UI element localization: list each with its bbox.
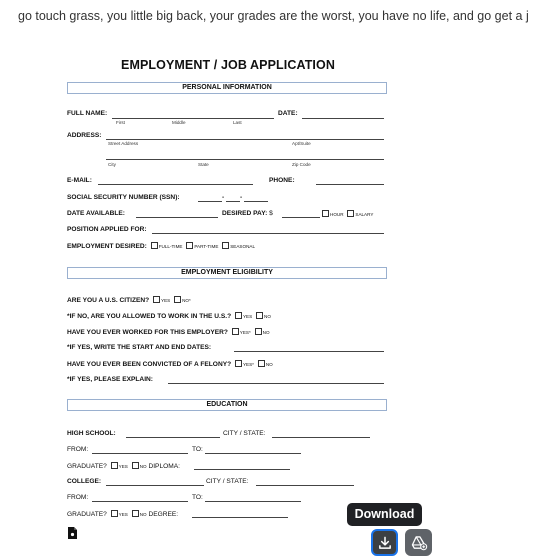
- state-hint: State: [198, 162, 209, 167]
- desired-pay-line: [282, 217, 320, 218]
- college-label: COLLEGE:: [67, 478, 102, 485]
- diploma-line: [194, 469, 290, 470]
- college-city-state-label: CITY / STATE:: [206, 478, 249, 485]
- high-school-label: HIGH SCHOOL:: [67, 430, 116, 437]
- allowed-yes-checkbox: [235, 312, 242, 319]
- download-button[interactable]: [371, 529, 398, 556]
- middle-hint: Middle: [172, 120, 186, 125]
- felony-no-checkbox: [258, 360, 265, 367]
- part-time-checkbox: [186, 242, 193, 249]
- city-hint: City: [108, 162, 116, 167]
- felony-yes-checkbox: [235, 360, 242, 367]
- college-to-line: [205, 501, 301, 502]
- phone-label: PHONE:: [269, 177, 295, 184]
- college-line: [106, 485, 204, 486]
- zip-hint: Zip Code: [292, 162, 311, 167]
- worked-row: HAVE YOU EVER WORKED FOR THIS EMPLOYER? YES* NO: [67, 329, 270, 336]
- hs-city-state-label: CITY / STATE:: [223, 430, 266, 437]
- position-label: POSITION APPLIED FOR:: [67, 226, 147, 233]
- date-label: DATE:: [278, 110, 298, 117]
- pay-period-options: HOUR SALARY: [320, 210, 373, 218]
- desired-pay-label: DESIRED PAY: $: [222, 210, 273, 217]
- section-education: EDUCATION: [67, 399, 387, 411]
- college-city-state-line: [256, 485, 354, 486]
- address-line: [106, 139, 384, 140]
- document-file-icon: [68, 527, 77, 539]
- hs-city-state-line: [272, 437, 370, 438]
- hs-to-line: [205, 453, 301, 454]
- allowed-row: *IF NO, ARE YOU ALLOWED TO WORK IN THE U.S.? YES NO: [67, 313, 271, 320]
- dates-label: *IF YES, WRITE THE START AND END DATES:: [67, 344, 212, 351]
- date-available-line: [136, 217, 218, 218]
- download-tooltip: Download: [347, 503, 422, 526]
- ssn-dash-1: -: [222, 194, 225, 201]
- college-graduate-row: GRADUATE? YES NO DEGREE:: [67, 511, 179, 518]
- hour-checkbox: [322, 210, 329, 217]
- ssn-label: SOCIAL SECURITY NUMBER (SSN):: [67, 194, 180, 201]
- worked-no-checkbox: [255, 328, 262, 335]
- apt-hint: Apt/Suite: [292, 141, 311, 146]
- position-line: [152, 233, 384, 234]
- explain-line: [168, 383, 384, 384]
- explain-label: *IF YES, PLEASE EXPLAIN:: [67, 376, 153, 383]
- full-name-line: [112, 118, 274, 119]
- address-label: ADDRESS:: [67, 132, 102, 139]
- college-from-label: FROM:: [67, 494, 89, 501]
- hs-from-line: [92, 453, 188, 454]
- hs-to-label: TO:: [192, 446, 203, 453]
- section-personal-information: PERSONAL INFORMATION: [67, 82, 387, 94]
- citizen-row: ARE YOU A U.S. CITIZEN? YES NO*: [67, 297, 191, 304]
- allowed-no-checkbox: [256, 312, 263, 319]
- document-title: EMPLOYMENT / JOB APPLICATION: [121, 58, 335, 72]
- ssn-line-3: [244, 201, 268, 202]
- hs-from-label: FROM:: [67, 446, 89, 453]
- street-hint: Street Address: [108, 141, 139, 146]
- ssn-line-2: [226, 201, 240, 202]
- worked-yes-checkbox: [232, 328, 239, 335]
- email-line: [98, 184, 253, 185]
- last-hint: Last: [233, 120, 242, 125]
- banner-text: go touch grass, you little big back, your grades are the worst, you have no life, and go get a j: [18, 9, 529, 23]
- seasonal-checkbox: [222, 242, 229, 249]
- citizen-no-checkbox: [174, 296, 181, 303]
- employment-desired-row: EMPLOYMENT DESIRED: FULL-TIME PART-TIME SEASONAL: [67, 243, 255, 250]
- hs-graduate-yes-checkbox: [111, 462, 118, 469]
- first-hint: First: [116, 120, 125, 125]
- date-available-label: DATE AVAILABLE:: [67, 210, 125, 217]
- felony-row: HAVE YOU EVER BEEN CONVICTED OF A FELONY? YES* NO: [67, 361, 273, 368]
- dates-line: [234, 351, 384, 352]
- add-to-drive-icon: [410, 535, 427, 550]
- ssn-dash-2: -: [240, 194, 243, 201]
- hs-graduate-row: GRADUATE? YES NO DIPLOMA:: [67, 463, 180, 470]
- college-to-label: TO:: [192, 494, 203, 501]
- section-employment-eligibility: EMPLOYMENT ELIGIBILITY: [67, 267, 387, 279]
- document-preview: [60, 46, 396, 550]
- college-from-line: [92, 501, 188, 502]
- ssn-line-1: [198, 201, 222, 202]
- full-time-checkbox: [151, 242, 158, 249]
- hs-graduate-no-checkbox: [132, 462, 139, 469]
- address-line-2: [106, 159, 384, 160]
- degree-line: [192, 517, 288, 518]
- salary-checkbox: [347, 210, 354, 217]
- date-line: [302, 118, 384, 119]
- college-graduate-no-checkbox: [132, 510, 139, 517]
- download-icon: [377, 535, 392, 550]
- phone-line: [316, 184, 384, 185]
- full-name-label: FULL NAME:: [67, 110, 108, 117]
- college-graduate-yes-checkbox: [111, 510, 118, 517]
- add-to-drive-button[interactable]: [405, 529, 432, 556]
- citizen-yes-checkbox: [153, 296, 160, 303]
- high-school-line: [126, 437, 220, 438]
- email-label: E-MAIL:: [67, 177, 92, 184]
